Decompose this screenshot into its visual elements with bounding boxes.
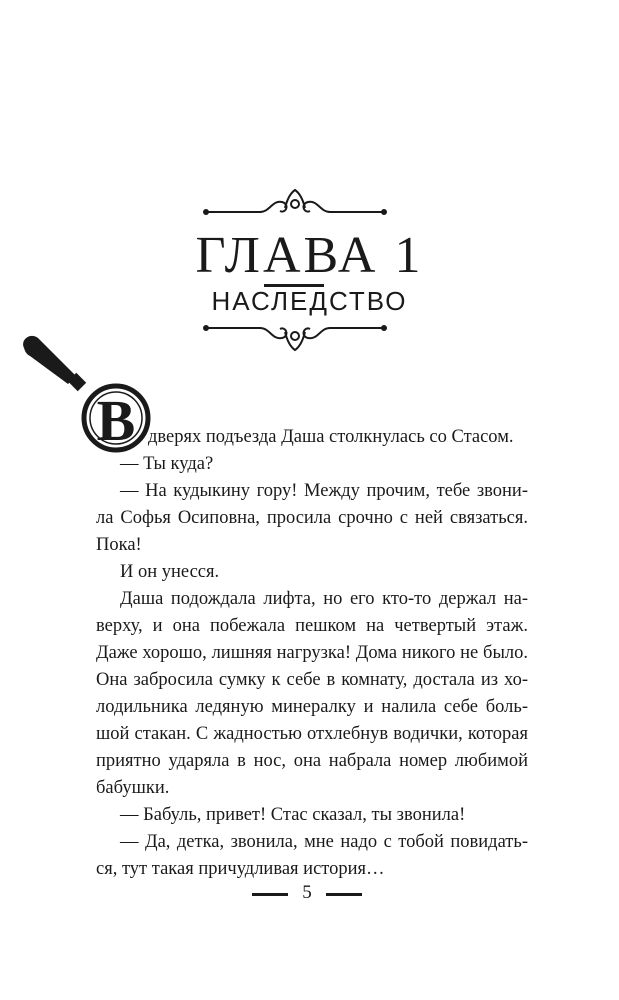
text-line: И он унесся.: [120, 562, 220, 582]
text-line: Даша подождала лифта, но его кто-то держал на-: [120, 589, 528, 609]
text-line: — Ты куда?: [120, 454, 214, 474]
text-line: дверях подъезда Даша столкнулась со Стасом.: [148, 427, 514, 447]
text-line: ся, тут такая причудливая история…: [96, 859, 385, 879]
body-text: [96, 424, 528, 883]
text-line: приятно ударяла в нос, она набрала номер любимой: [96, 751, 528, 771]
text-line: бабушки.: [96, 778, 170, 798]
chapter-subtitle: НАСЛЕДСТВО: [211, 286, 408, 316]
text-line: ла Софья Осиповна, просила срочно с ней связаться.: [96, 508, 528, 528]
page-number: 5: [302, 882, 312, 903]
text-line: шой стакан. С жадностью отхлебнув водички, которая: [96, 724, 528, 744]
chapter-title: ГЛАВА 1: [195, 227, 424, 284]
text-line: — На кудыкину гору! Между прочим, тебе звони-: [120, 481, 528, 501]
text-line: Даже хорошо, лишняя нагрузка! Дома никого не было.: [96, 643, 528, 663]
text-line: лодильника ледяную минералку и налила себе боль-: [96, 697, 528, 717]
page-footer: [252, 882, 362, 908]
footer-rule-right: [326, 893, 362, 896]
bottom-ornament-icon: [200, 316, 390, 356]
text-line: Она забросила сумку к себе в комнату, достала из хо-: [96, 670, 528, 690]
text-line: Пока!: [96, 535, 142, 555]
top-ornament-icon: [200, 186, 390, 226]
text-line: — Да, детка, звонила, мне надо с тобой повидать-: [120, 832, 528, 852]
drop-cap: В: [96, 388, 136, 453]
text-line: верху, и она побежала пешком на четвертый этаж.: [96, 616, 528, 636]
text-line: — Бабуль, привет! Стас сказал, ты звонила!: [120, 805, 466, 825]
